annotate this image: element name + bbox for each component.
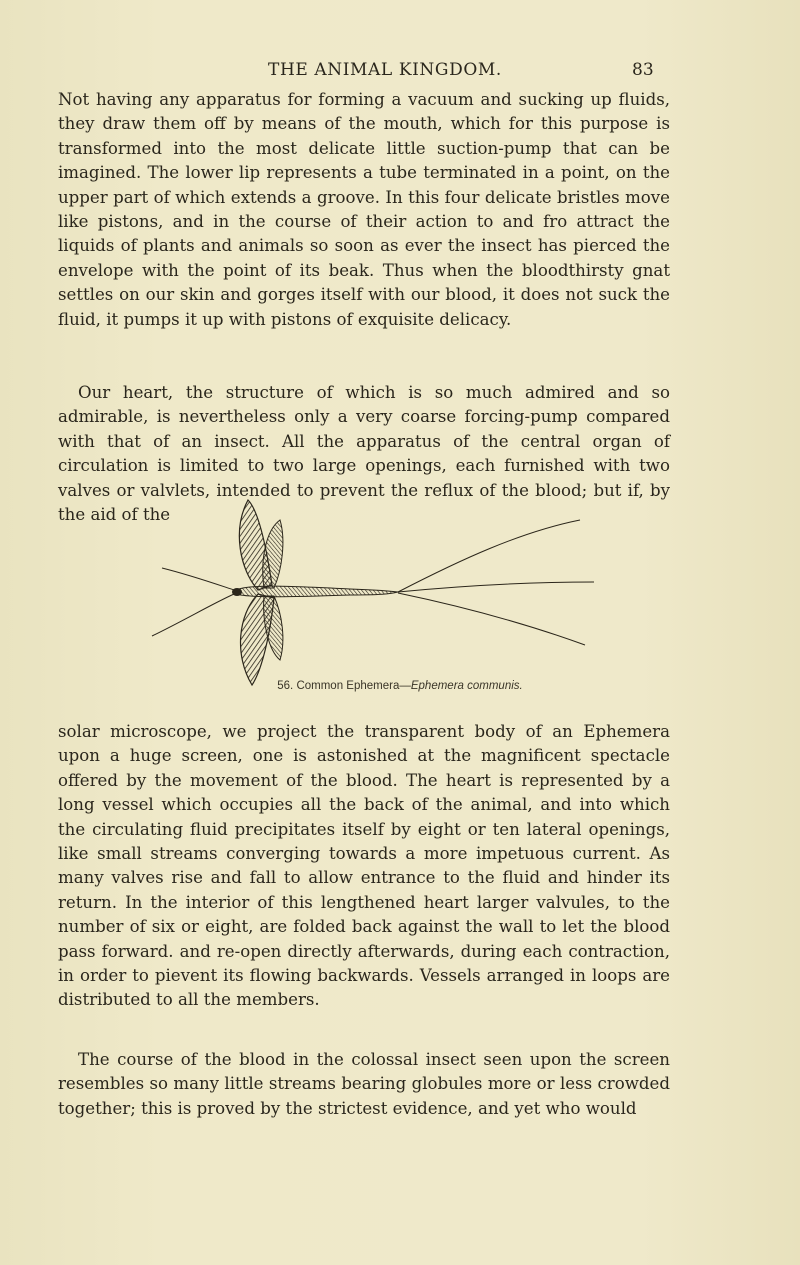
figure-caption bbox=[0, 680, 800, 692]
paragraph-3: solar microscope, we project the transparent body of an Ephemera upon a huge screen, one is astonished at the magnificent spectacle offered by the movement of the blood. The heart is represented by a long vessel which occupies all the back of the animal, and into which the circulating fluid precipitates itself by eight or ten lateral openings, like small streams converging towards a more impetuous current. As many valves rise and fall to allow entrance to the fluid and hinder its return. In the interior of this lengthened heart larger valvules, to the number of six or eight, are folded back against the wall to let the blood pass forward. and re-open directly afterwards, during each contraction, in order to pievent its flowing backwards. Vessels arranged in loops are distributed to all the members. bbox=[58, 722, 670, 1010]
running-head bbox=[0, 60, 800, 90]
ephemera-illustration bbox=[140, 490, 620, 690]
page-number: 83 bbox=[632, 60, 654, 80]
running-title: THE ANIMAL KINGDOM. bbox=[268, 60, 502, 80]
paragraph-2: Our heart, the structure of which is so much admired and so admirable, is nevertheless only a very coarse forcing-pump compared with that of an insect. All the apparatus of the central organ of circulation is limited to two large openings, each furnished with two valves or valvlets, intended to prevent the reflux of the blood; but if, by the aid of the bbox=[58, 383, 670, 525]
caption-text: 56. Common Ephemera— bbox=[277, 680, 411, 692]
paragraph-4: The course of the blood in the colossal insect seen upon the screen resembles so many little streams bearing globules more or less crowded together; this is proved by the strictest evidence, and yet who would bbox=[58, 1050, 670, 1118]
caption-italic: Ephemera communis. bbox=[410, 680, 523, 692]
paragraph-1: Not having any apparatus for forming a vacuum and sucking up fluids, they draw them off by means of the mouth, which for this purpose is transformed into the most delicate little suction-pump that can be imagined. The lower lip represents a tube terminated in a point, on the upper part of which extends a groove. In this four delicate bristles move like pistons, and in the course of their action to and fro attract the liquids of plants and animals so soon as ever the insect has pierced the envelope with the point of its beak. Thus when the bloodthirsty gnat settles on our skin and gorges itself with our blood, it does not suck the fluid, it pumps it up with pistons of exquisite delicacy. bbox=[58, 90, 670, 329]
